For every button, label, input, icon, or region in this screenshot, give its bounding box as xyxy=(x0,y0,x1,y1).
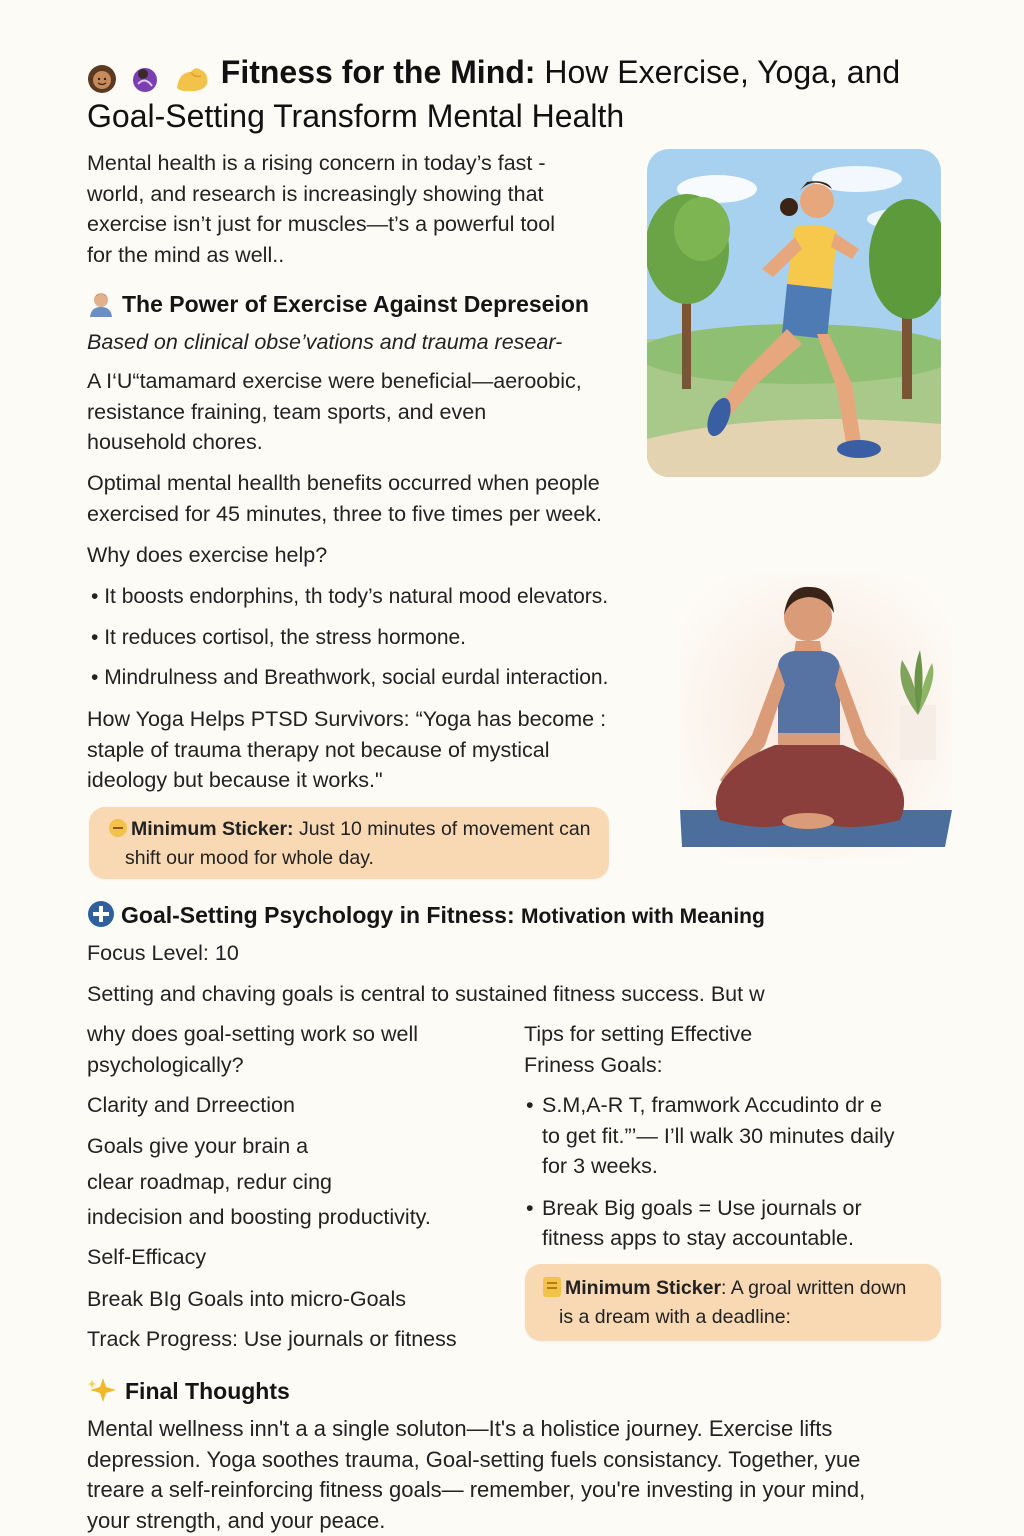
tip-line: fitness apps to stay accountable. xyxy=(542,1226,854,1250)
goals-intro: Setting and chaving goals is central to sustained fitness success. But w xyxy=(87,982,765,1006)
question-line: why does goal-setting work so well xyxy=(87,1022,419,1046)
track-progress: Track Progress: Use journals or fitness xyxy=(87,1327,457,1351)
final-line: depression. Yoga soothes trauma, Goal-setting fuels consistancy. Together, yue xyxy=(87,1446,861,1472)
final-heading-text: Final Thoughts xyxy=(125,1378,290,1404)
intro-line: Mental health is a rising concern in today’s fast - xyxy=(87,151,546,175)
list-item: • It reduces cortisol, the stress hormone. xyxy=(91,626,467,649)
tip-line: to get fit.”’— I’ll walk 30 minutes daily xyxy=(542,1123,895,1148)
sticker-label: Minimum Sticker xyxy=(565,1277,722,1299)
paragraph-line: household chores. xyxy=(87,430,263,454)
clarity-line: indecision and boosting productivity. xyxy=(87,1204,431,1229)
goals-heading-main: Goal-Setting Psychology in Fitness: xyxy=(121,902,515,928)
quote-line: ideology but because it works." xyxy=(87,768,383,792)
quote-line: How Yoga Helps PTSD Survivors: “Yoga has become : xyxy=(87,707,607,731)
flexed-arm-icon xyxy=(173,64,213,94)
intro-line: for the mind as well.. xyxy=(87,242,285,267)
note-pencil-icon xyxy=(543,1277,561,1297)
quote-line: staple of trauma therapy not because of mystical xyxy=(87,737,550,762)
tips-heading-line: Friness Goals: xyxy=(524,1052,663,1077)
sticker-text-line2: is a dream with a deadline: xyxy=(559,1306,791,1328)
goals-left-column xyxy=(87,1019,517,1355)
goals-heading-sub: Motivation with Meaning xyxy=(521,905,765,928)
optimal-benefits-paragraph xyxy=(87,468,667,529)
exercise-types-paragraph xyxy=(87,366,647,458)
smiley-face-icon xyxy=(109,819,127,837)
clarity-line: Goals give your brain a xyxy=(87,1133,309,1158)
paragraph-line: Optimal mental heallth benefits occurred when people xyxy=(87,471,600,495)
runner-illustration xyxy=(647,149,941,477)
section-heading-text: The Power of Exercise Against Depreseion xyxy=(122,291,589,317)
paragraph-line: resistance fraining, team sports, and even xyxy=(87,399,487,424)
yoga-illustration xyxy=(680,575,952,860)
section-heading-final xyxy=(87,1376,587,1406)
paragraph-line: A I‘U“tamamard exercise were beneficial—aeroobic, xyxy=(87,369,582,393)
final-thoughts-paragraph xyxy=(87,1414,987,1536)
plus-circle-icon xyxy=(87,900,115,928)
goals-right-column xyxy=(524,1019,944,1254)
title-bold: Fitness for the Mind: xyxy=(220,54,536,90)
paragraph-line: exercised for 45 minutes, three to five times per week. xyxy=(87,501,603,526)
sticker-text: : A groal written down xyxy=(721,1277,907,1299)
section-heading-goals xyxy=(87,900,967,932)
clarity-line: clear roadmap, redur cing xyxy=(87,1170,332,1194)
clarity-heading: Clarity and Drreection xyxy=(87,1093,295,1117)
list-item: • Break Big goals = Use journals or fitness apps to stay accountable. xyxy=(524,1193,944,1254)
focus-level: Focus Level: 10 xyxy=(87,941,239,965)
self-efficacy: Self-Efficacy xyxy=(87,1245,207,1269)
list-item: • S.M,A-R T, framwork Accudinto dr e to get fit.”’— I’ll walk 30 minutes daily for 3 weeks. xyxy=(524,1090,944,1182)
page-title xyxy=(87,52,967,136)
question-line: psychologically? xyxy=(87,1052,244,1077)
title-line2: Goal-Setting Transform Mental Health xyxy=(87,98,625,134)
final-line: your strength, and your peace. xyxy=(87,1507,386,1533)
goal-sticker-callout xyxy=(525,1264,941,1341)
section-subtitle: Based on clinical obse’vations and trauma resear- xyxy=(87,330,563,354)
list-item: • Mindrulness and Breathwork, social eurdal interaction. xyxy=(91,666,609,689)
intro-line: exercise isn’t just for muscles—t’s a powerful tool xyxy=(87,212,556,236)
section-heading-exercise xyxy=(88,289,648,319)
tips-heading-line: Tips for setting Effective xyxy=(524,1022,753,1046)
person-face-icon xyxy=(87,64,117,94)
bullet-text: It reduces cortisol, the stress hormone. xyxy=(104,626,467,649)
person-bust-icon xyxy=(88,291,114,317)
minimum-sticker-callout xyxy=(89,807,609,879)
title-emojis xyxy=(87,56,213,96)
yoga-quote xyxy=(87,704,667,796)
final-line: Mental wellness inn't a a single soluton—It's a holistice journey. Exercise lifts xyxy=(87,1416,833,1441)
bullet-text: It boosts endorphins, th tody’s natural mood elevators. xyxy=(104,585,609,608)
tip-line: S.M,A-R T, framwork Accudinto dr e xyxy=(542,1093,883,1117)
sticker-label: Minimum Sticker: xyxy=(131,818,294,840)
tip-line: Break Big goals = Use journals or xyxy=(542,1195,862,1220)
final-line: treare a self-reinforcing fitness goals— remember, you're investing in your mind, xyxy=(87,1477,866,1502)
why-question: Why does exercise help? xyxy=(87,543,328,567)
sticker-text: Just 10 minutes of movement can xyxy=(293,818,591,840)
purple-heart-figure-icon xyxy=(130,64,160,94)
micro-goals: Break BIg Goals into micro-Goals xyxy=(87,1286,407,1311)
intro-paragraph xyxy=(87,148,627,270)
bullet-text: Mindrulness and Breathwork, social eurdal interaction. xyxy=(104,666,609,689)
sparkle-icon xyxy=(87,1377,119,1403)
tip-line: for 3 weeks. xyxy=(542,1154,658,1178)
intro-line: world, and research is increasingly showing that xyxy=(87,181,544,206)
title-rest: How Exercise, Yoga, and xyxy=(544,54,901,90)
sticker-text-line2: shift our mood for whole day. xyxy=(125,847,374,869)
list-item: • It boosts endorphins, th tody’s natural mood elevators. xyxy=(91,585,609,608)
